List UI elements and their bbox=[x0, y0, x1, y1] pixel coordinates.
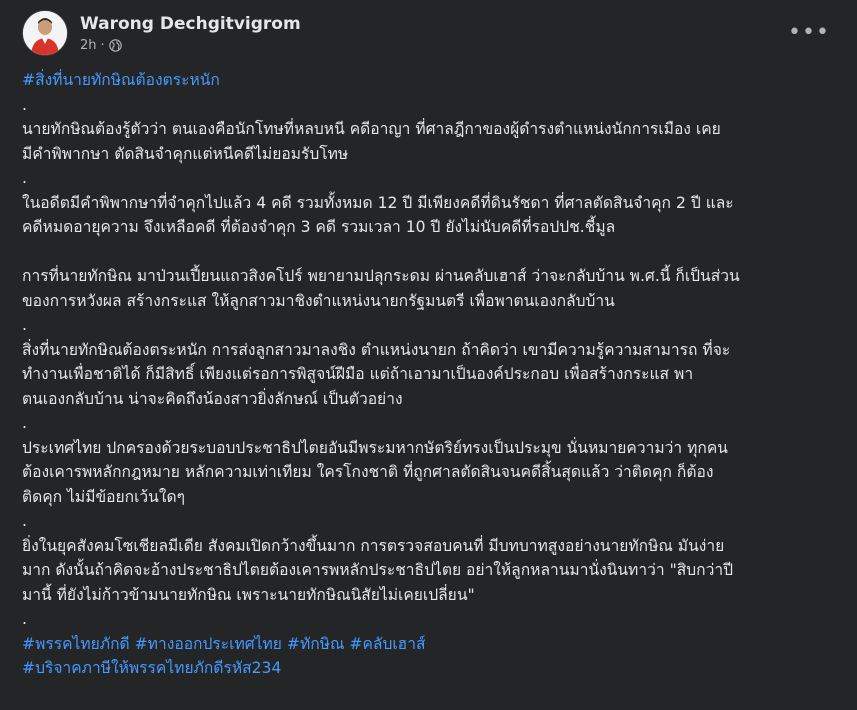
globe-icon[interactable] bbox=[109, 39, 122, 52]
paragraph-line: มานี้ ที่ยังไม่ก้าวข้ามนายทักษิณ เพราะนายทักษิณนิสัยไม่เคยเปลี่ยน" bbox=[22, 585, 475, 604]
author-avatar[interactable] bbox=[22, 10, 68, 56]
paragraph-separator: . bbox=[22, 169, 27, 187]
post-body bbox=[22, 68, 838, 681]
paragraph-separator: . bbox=[22, 414, 27, 432]
hashtag-row bbox=[22, 632, 838, 657]
hashtag-link[interactable]: #บริจาคภาษีให้พรรคไทยภักดีรหัส234 bbox=[22, 659, 282, 677]
paragraph-line: ประเทศไทย ปกครองด้วยระบอบประชาธิปไตยอันมีพระมหากษัตริย์ทรงเป็นประมุข นั่นหมายความว่า ทุกคน bbox=[22, 438, 728, 457]
paragraph-line: ต้องเคารพหลักกฎหมาย หลักความเท่าเทียม ใครโกงชาติ ที่ถูกศาลตัดสินจนคดีสิ้นสุดแล้ว ว่าติดคุก ก็ต้อง bbox=[22, 463, 714, 481]
paragraph-line: สิ่งที่นายทักษิณต้องตระหนัก การส่งลูกสาวมาลงชิง ตำแหน่งนายก ถ้าคิดว่า เขามีความรู้ความสามารถ ที่จะ bbox=[22, 340, 731, 359]
hashtag-link[interactable]: #ทางออกประเทศไทย bbox=[134, 634, 282, 653]
hashtag-link[interactable]: #พรรคไทยภักดี bbox=[22, 634, 130, 653]
time-separator: · bbox=[100, 37, 105, 53]
paragraph-line: ยิ่งในยุคสังคมโซเชียลมีเดีย สังคมเปิดกว้างขึ้นมาก การตรวจสอบคนที่ มีบทบาทสูงอย่างนายทักษิณ มันง่าย bbox=[22, 536, 725, 555]
hashtag-title[interactable]: #สิ่งที่นายทักษิณต้องตระหนัก bbox=[22, 71, 220, 89]
paragraph-line: ตนเองกลับบ้าน น่าจะคิดถึงน้องสาวยิ่งลักษณ์ เป็นตัวอย่าง bbox=[22, 389, 403, 408]
paragraph-line: ทำงานเพื่อชาติได้ ก็มีสิทธิ์ เพียงแต่รอการพิสูจน์ฝีมือ แต่ถ้าเอามาเป็นองค์ประกอบ เพื่อสร้างกระแส พา bbox=[22, 365, 694, 383]
post-time[interactable]: 2h bbox=[80, 37, 97, 53]
author-name[interactable]: Warong Dechgitvigrom bbox=[80, 13, 301, 34]
paragraph-line: มาก ดังนั้นถ้าคิดจะอ้างประชาธิปไตยต้องเคารพหลักประชาธิปไตย อย่าให้ลูกหลานมานั่งนินทาว่า "สิบกว่าปี bbox=[22, 561, 734, 579]
hashtag-row bbox=[22, 656, 838, 681]
more-options-button[interactable]: ••• bbox=[788, 19, 830, 45]
paragraph-line: การที่นายทักษิณ มาป่วนเปี้ยนแถวสิงคโปร์ พยายามปลุกระดม ผ่านคลับเฮาส์ ว่าจะกลับบ้าน พ.ศ.นี้ ก็เป็นส่วน bbox=[22, 267, 740, 285]
paragraph-separator: . bbox=[22, 95, 27, 114]
paragraph-line: นายทักษิณต้องรู้ตัวว่า ตนเองคือนักโทษที่หลบหนี คดีอาญา ที่ศาลฎีกาของผู้ดำรงตำแหน่งนักการเมือง เคย bbox=[22, 120, 721, 138]
paragraph-line: มีคำพิพากษา ตัดสินจำคุกแต่หนีคดีไม่ยอมรับโทษ bbox=[22, 144, 349, 163]
post-header bbox=[22, 8, 301, 58]
hashtag-link[interactable]: #คลับเฮาส์ bbox=[349, 634, 426, 653]
post-subline bbox=[80, 38, 301, 53]
avatar-portrait-icon bbox=[23, 11, 67, 55]
paragraph-separator bbox=[22, 240, 838, 265]
paragraph-separator: . bbox=[22, 610, 27, 628]
post-meta bbox=[80, 14, 301, 53]
paragraph-line: คดีหมดอายุความ จึงเหลือคดี ที่ต้องจำคุก 3 คดี รวมเวลา 10 ปี ยังไม่นับคดีที่รอปปช.ชี้มูล bbox=[22, 218, 616, 236]
hashtag-link[interactable]: #ทักษิณ bbox=[286, 634, 345, 653]
paragraph-line: ในอดีตมีคำพิพากษาที่จำคุกไปแล้ว 4 คดี รวมทั้งหมด 12 ปี มีเพียงคดีที่ดินรัชดา ที่ศาลตัดสินจำคุก 2 ปี และ bbox=[22, 193, 734, 212]
paragraph-separator: . bbox=[22, 316, 27, 334]
paragraph-separator: . bbox=[22, 512, 27, 530]
paragraph-line: ของการหวังผล สร้างกระแส ให้ลูกสาวมาชิงตำแหน่งนายกรัฐมนตรี เพื่อพาตนเองกลับบ้าน bbox=[22, 291, 615, 310]
paragraph-line: ติดคุก ไม่มีข้อยกเว้นใดๆ bbox=[22, 487, 185, 506]
